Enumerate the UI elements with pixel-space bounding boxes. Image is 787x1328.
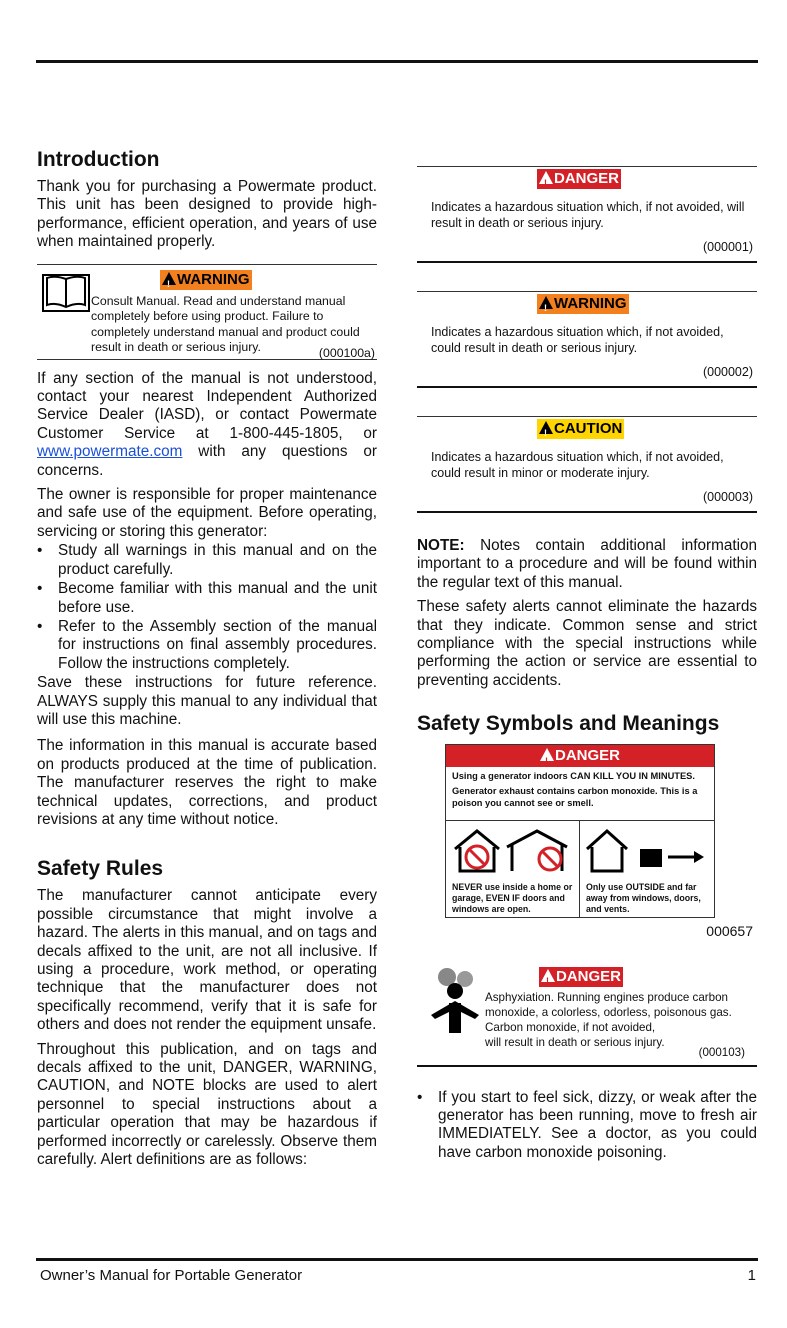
asphyxiation-icon [425, 965, 485, 1037]
poster-outdoor-panel: Only use OUTSIDE and far away from windows, doors, and vents. [580, 821, 714, 917]
header-rule [36, 60, 758, 63]
asphyxiation-code: (000103) [698, 1045, 745, 1059]
poster-panels [446, 820, 714, 917]
safety-rules-paragraph-2: Throughout this publication, and on tags and decals affixed to the unit, DANGER, WARNING, CAUTION, and NOTE blocks are used to alert personnel to special instructions about a particular operation that may be hazardous if performed incorrectly or carelessly. Observe them carefully. Alert definitions are as follows: [37, 1040, 377, 1169]
intro-paragraph-4: Save these instructions for future reference. ALWAYS supply this manual to any individual that will use this machine. [37, 674, 377, 728]
warning-tag: !WARNING [537, 294, 629, 314]
symbols-bullet-list [417, 1089, 757, 1163]
poster-code: 000657 [706, 923, 753, 940]
website-link[interactable]: www.powermate.com [37, 443, 183, 461]
alerts-paragraph: These safety alerts cannot eliminate the hazards that they indicate. Common sense and strict compliance with the special instructions while performing the action or service are essential to preventing accidents. [417, 598, 757, 689]
safety-rules-heading: Safety Rules [37, 857, 164, 881]
intro-paragraph-3: The owner is responsible for proper maintenance and safe use of the equipment. Before operating, servicing or storing this generator: [37, 486, 377, 540]
list-item: • Study all warnings in this manual and on the product carefully. [37, 542, 377, 578]
outdoor-generator-icon [584, 827, 708, 873]
page-number: 1 [747, 1267, 756, 1284]
no-indoor-use-icon [452, 827, 572, 873]
intro-bullet-list [37, 542, 377, 673]
alert-triangle-icon [541, 969, 555, 982]
alert-triangle-icon [162, 272, 176, 285]
manual-warning-box [37, 264, 377, 360]
co-danger-poster: !DANGER Using a generator indoors CAN KILL YOU IN MINUTES. Generator exhaust contains carbon monoxide. This is a poison you cannot see or smell. NEVER use inside a home or garage, EVEN IF doors and windows are open. Only use OUTSIDE and far away from windows, doors, and vents. [445, 744, 715, 918]
left-column [37, 148, 377, 1175]
poster-danger-tag: !DANGER [446, 745, 714, 767]
alert-triangle-icon [539, 171, 553, 184]
safety-rules-paragraph-1: The manufacturer cannot anticipate every possible circumstance that might involve a hazard. The alerts in this manual, and on tags and decals affixed to the unit, are not all inclusive. If using a procedure, work method, or operating technique that the manufacturer does not specifically recommend, verify that it is safe for others and does not render the equipment unsafe. [37, 887, 377, 1034]
intro-paragraph-2: If any section of the manual is not understood, contact your nearest Independent Authorized Service Dealer (IASD), or contact Powermate Customer Service at 1-800-445-1805, or www.powermate.com with any questions or concerns. [37, 369, 377, 479]
warning-text: Consult Manual. Read and understand manual completely before using product. Failure to completely understand manual and product could result in death or serious injury. [91, 293, 360, 355]
list-item: • Refer to the Assembly section of the manual for instructions on final assembly procedures. Follow the instructions completely. [37, 617, 377, 672]
alert-triangle-icon [539, 296, 553, 309]
warning-code: (000100a) [318, 345, 375, 360]
intro-paragraph-5: The information in this manual is accurate based on products produced at the time of publication. The manufacturer reserves the right to make technical updates, corrections, and product revisions at any time without notice. [37, 737, 377, 828]
open-book-icon [41, 273, 91, 313]
alert-triangle-icon [540, 748, 554, 761]
footer-title: Owner’s Manual for Portable Generator [40, 1267, 303, 1284]
danger-tag: !DANGER [539, 967, 623, 987]
note-paragraph: NOTE: Notes contain additional information important to a procedure and will be found within the regular text of this manual. [417, 537, 757, 591]
footer-rule [36, 1258, 758, 1261]
right-column [417, 166, 757, 1163]
asphyxiation-danger-box [417, 965, 757, 1067]
symbols-heading: Safety Symbols and Meanings [417, 712, 720, 736]
warning-tag: !WARNING [160, 270, 252, 290]
list-item: • Become familiar with this manual and the unit before use. [37, 580, 377, 616]
list-item: • If you start to feel sick, dizzy, or weak after the generator has been running, move to fresh air IMMEDIATELY. See a doctor, as you could have carbon monoxide poisoning. [417, 1088, 757, 1161]
poster-indoor-panel: NEVER use inside a home or garage, EVEN IF doors and windows are open. [446, 821, 580, 917]
intro-heading: Introduction [37, 148, 160, 171]
asphyxiation-text: Asphyxiation. Running engines produce carbon monoxide, a colorless, odorless, poisonous gas. Carbon monoxide, if not avoided, will result in death or serious injury. [485, 990, 732, 1049]
caution-tag: !CAUTION [537, 419, 624, 439]
intro-paragraph-1: Thank you for purchasing a Powermate product. This unit has been designed to provide high-performance, efficient operation, and years of use when maintained properly. [37, 178, 377, 251]
danger-definition: !DANGER Indicates a hazardous situation which, if not avoided, will result in death or serious injury. (000001) [417, 166, 757, 263]
alert-triangle-icon [539, 421, 553, 434]
warning-definition: !WARNING Indicates a hazardous situation which, if not avoided, could result in death or serious injury. (000002) [417, 291, 757, 388]
caution-definition: !CAUTION Indicates a hazardous situation which, if not avoided, could result in minor or moderate injury. (000003) [417, 416, 757, 513]
danger-tag: !DANGER [537, 169, 621, 189]
